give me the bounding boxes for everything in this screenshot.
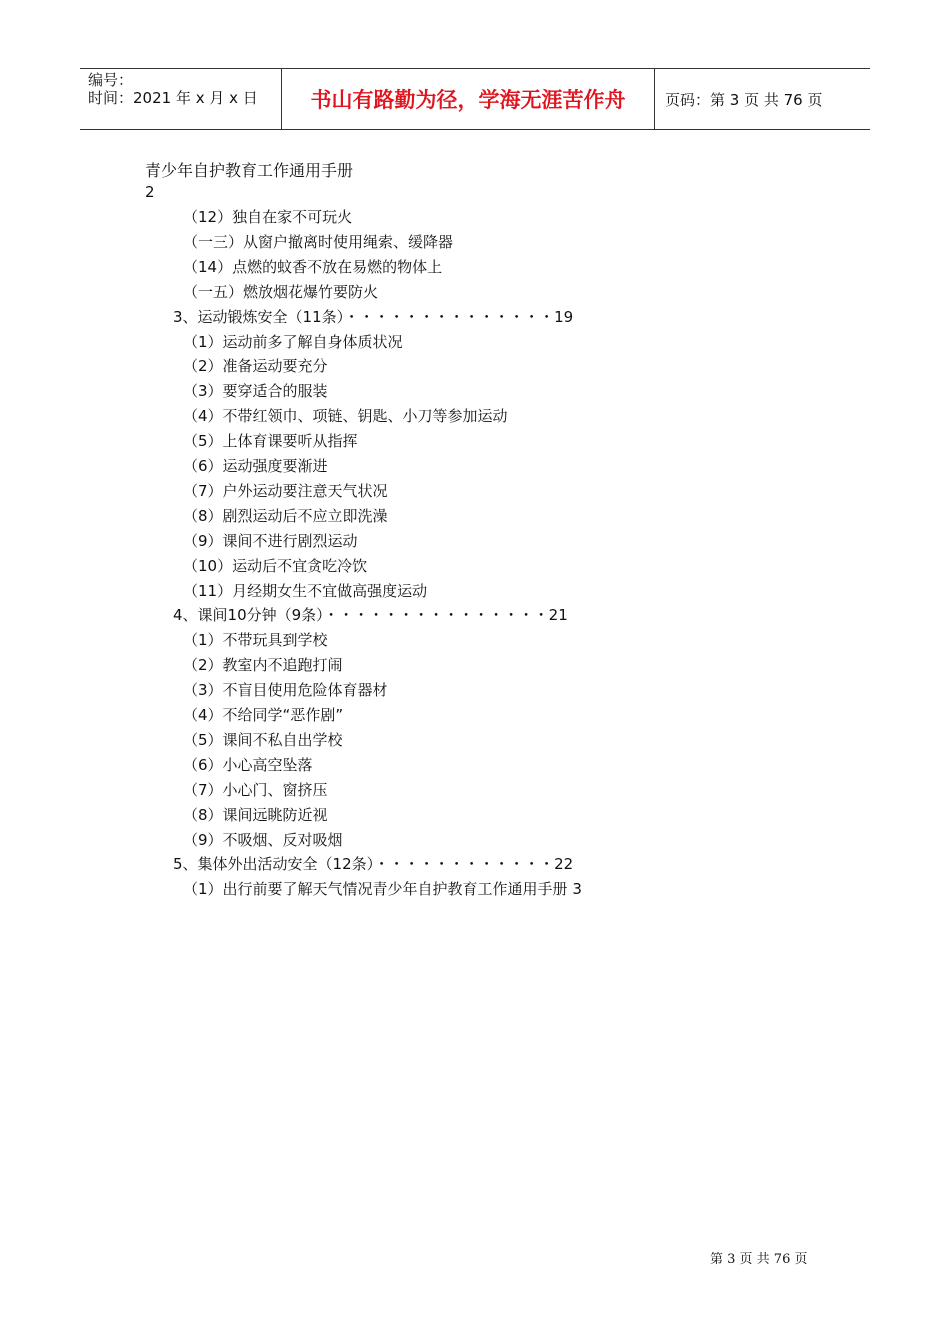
document-page-number: 2 [145,183,155,201]
toc-entry: （8）剧烈运动后不应立即洗澡 [183,506,388,525]
page-header [80,68,870,130]
header-page-info: 页码：第 3 页 共 76 页 [665,90,823,109]
toc-entry: （3）不盲目使用危险体育器材 [183,681,388,700]
toc-entry: （5）上体育课要听从指挥 [183,432,358,451]
toc-entry: （3）要穿适合的服装 [183,382,328,401]
page-footer: 第 3 页 共 76 页 [710,1252,808,1267]
toc-entry: （7）小心门、窗挤压 [183,780,328,799]
toc-entry: （一三）从窗户撤离时使用绳索、缓降器 [183,232,454,251]
toc-entry: （11）月经期女生不宜做高强度运动 [183,581,428,600]
toc-entry: （4）不给同学“恶作剧” [183,706,344,724]
header-motto: 书山有路勤为径，学海无涯苦作舟 [282,69,655,129]
toc-entry: （12）独自在家不可玩火 [183,208,353,226]
document-date: 时间：2021 年 x 月 x 日 [88,89,258,107]
document-number-label: 编号： [88,71,134,89]
toc-entry: （4）不带红领巾、项链、钥匙、小刀等参加运动 [183,407,508,426]
toc-entry: （1）不带玩具到学校 [183,631,328,650]
toc-entry: （5）课间不私自出学校 [183,730,343,749]
document-title: 青少年自护教育工作通用手册 [145,161,354,180]
toc-entry: （8）课间远眺防近视 [183,805,328,824]
toc-entry: （2）准备运动要充分 [183,357,328,376]
toc-entry: 4、课间10分钟（9条）・・・・・・・・・・・・・・・21 [173,606,568,625]
toc-entry: （9）不吸烟、反对吸烟 [183,830,343,849]
toc-entry: （7）户外运动要注意天气状况 [183,481,388,500]
toc-entry: （6）小心高空坠落 [183,755,313,774]
toc-entry: 5、集体外出活动安全（12条）・・・・・・・・・・・・22 [173,855,574,874]
toc-entry: （一五）燃放烟花爆竹要防火 [183,282,379,301]
toc-entry: 3、运动锻炼安全（11条）・・・・・・・・・・・・・・19 [173,307,574,326]
toc-entry: （6）运动强度要渐进 [183,457,328,475]
toc-entry: （10）运动后不宜贪吃冷饮 [183,556,368,575]
toc-entry: （1）出行前要了解天气情况青少年自护教育工作通用手册 3 [183,880,582,899]
toc-entry: （9）课间不进行剧烈运动 [183,531,358,550]
header-meta [80,69,282,129]
toc-entry: （2）教室内不追跑打闹 [183,656,343,675]
toc-entry: （1）运动前多了解自身体质状况 [183,332,403,351]
toc-entry: （14）点燃的蚊香不放在易燃的物体上 [183,257,443,276]
